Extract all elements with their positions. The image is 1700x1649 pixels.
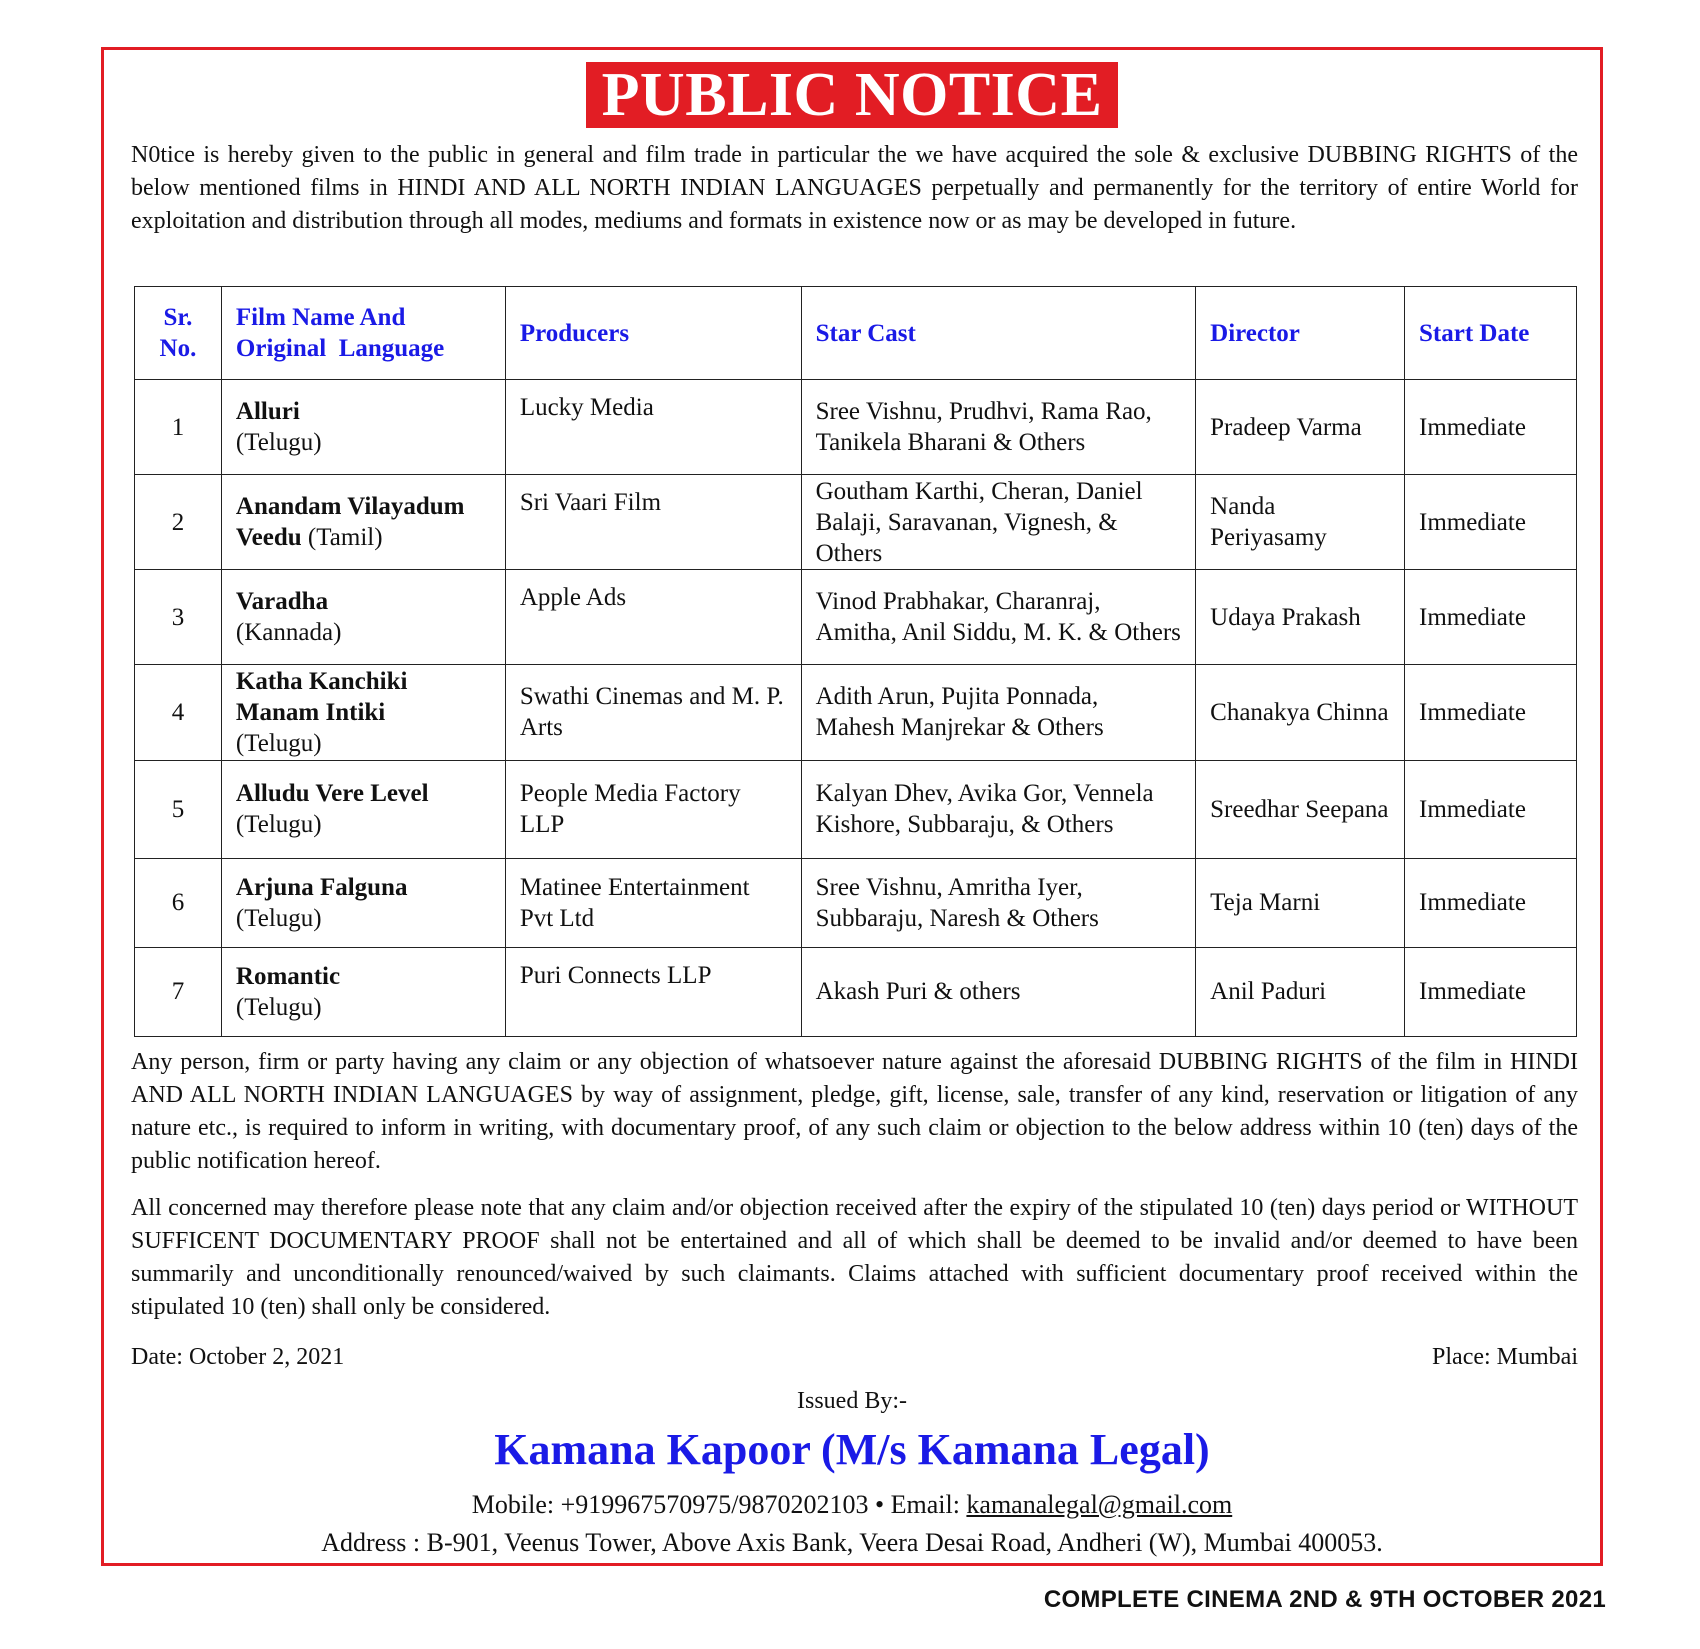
cell-producer: Puri Connects LLP <box>505 947 801 1036</box>
contact-line <box>104 1490 1600 1520</box>
table-row <box>135 665 1577 760</box>
cell-director: Sreedhar Seepana <box>1196 760 1405 858</box>
cell-start: Immediate <box>1405 380 1577 475</box>
header-star-cast: Star Cast <box>801 287 1196 380</box>
cell-sr: 2 <box>135 475 222 570</box>
header-sr: Sr. No. <box>135 287 222 380</box>
cell-cast: Sree Vishnu, Prudhvi, Rama Rao, Tanikela Bharani & Others <box>801 380 1196 475</box>
cell-film: Katha Kanchiki Manam Intiki (Telugu) <box>221 665 505 760</box>
cell-sr: 4 <box>135 665 222 760</box>
cell-cast: Sree Vishnu, Amritha Iyer, Subbaraju, Naresh & Others <box>801 858 1196 947</box>
address-line: Address : B-901, Veenus Tower, Above Axis Bank, Veera Desai Road, Andheri (W), Mumbai 400053. <box>321 1528 1383 1557</box>
cell-film: Romantic (Telugu) <box>221 947 505 1036</box>
cell-cast: Adith Arun, Pujita Ponnada, Mahesh Manjrekar & Others <box>801 665 1196 760</box>
table-row <box>135 947 1577 1036</box>
cell-director: Pradeep Varma <box>1196 380 1405 475</box>
cell-cast: Akash Puri & others <box>801 947 1196 1036</box>
cell-producer: Swathi Cinemas and M. P. Arts <box>505 665 801 760</box>
notice-frame <box>101 47 1603 1566</box>
email-link[interactable]: kamanalegal@gmail.com <box>966 1490 1233 1519</box>
publication-footer: COMPLETE CINEMA 2ND & 9TH OCTOBER 2021 <box>1043 1586 1606 1613</box>
header-producers: Producers <box>505 287 801 380</box>
cell-film: Anandam Vilayadum Veedu (Tamil) <box>221 475 505 570</box>
cell-film: Arjuna Falguna (Telugu) <box>221 858 505 947</box>
cell-start: Immediate <box>1405 475 1577 570</box>
cell-cast: Vinod Prabhakar, Charanraj, Amitha, Anil Siddu, M. K. & Others <box>801 570 1196 665</box>
table-row <box>135 760 1577 858</box>
table-row <box>135 570 1577 665</box>
cell-producer: Sri Vaari Film <box>505 475 801 570</box>
header-start-date: Start Date <box>1405 287 1577 380</box>
cell-start: Immediate <box>1405 760 1577 858</box>
notice-title: PUBLIC NOTICE <box>586 62 1119 128</box>
cell-director: Nanda Periyasamy <box>1196 475 1405 570</box>
cell-sr: 6 <box>135 858 222 947</box>
table-header-row <box>135 287 1577 380</box>
cell-producer: Matinee Entertainment Pvt Ltd <box>505 858 801 947</box>
cell-director: Udaya Prakash <box>1196 570 1405 665</box>
notice-place: Place: Mumbai <box>1432 1344 1578 1370</box>
notice-date: Date: October 2, 2021 <box>131 1344 345 1370</box>
cell-sr: 1 <box>135 380 222 475</box>
concerned-paragraph: All concerned may therefore please note that any claim and/or objection received after the expiry of the stipulated 10 (ten) days period or WITHOUT SUFFICENT DOCUMENTARY PROOF shall not be entertained and all of which shall be deemed to be invalid and/or deemed to have been summarily and unconditionally renounced/waived by such claimants. Claims attached with sufficient documentary proof received within the stipulated 10 (ten) shall only be considered. <box>131 1195 1578 1320</box>
table-row <box>135 380 1577 475</box>
cell-director: Anil Paduri <box>1196 947 1405 1036</box>
cell-producer: People Media Factory LLP <box>505 760 801 858</box>
cell-start: Immediate <box>1405 665 1577 760</box>
cell-start: Immediate <box>1405 947 1577 1036</box>
header-film: Film Name And Original Language <box>221 287 505 380</box>
cell-producer: Lucky Media <box>505 380 801 475</box>
cell-film: Alludu Vere Level (Telugu) <box>221 760 505 858</box>
cell-film: Varadha (Kannada) <box>221 570 505 665</box>
date-place-row <box>131 1344 1578 1371</box>
cell-start: Immediate <box>1405 570 1577 665</box>
table-row <box>135 475 1577 570</box>
contact-mobile: Mobile: +919967570975/9870202103 • Email: <box>471 1490 967 1519</box>
header-director: Director <box>1196 287 1405 380</box>
cell-director: Chanakya Chinna <box>1196 665 1405 760</box>
issuer-name: Kamana Kapoor (M/s Kamana Legal) <box>494 1425 1210 1474</box>
cell-cast: Goutham Karthi, Cheran, Daniel Balaji, Saravanan, Vignesh, & Others <box>801 475 1196 570</box>
intro-paragraph: N0tice is hereby given to the public in general and film trade in particular the we have acquired the sole & exclusive DUBBING RIGHTS of the below mentioned films in HINDI AND ALL NORTH INDIAN LANGUAGES perpetually and permanently for the territory of entire World for exploitation and distribution through all modes, mediums and formats in existence now or as may be developed in future. <box>131 142 1578 234</box>
cell-sr: 5 <box>135 760 222 858</box>
cell-start: Immediate <box>1405 858 1577 947</box>
objection-paragraph: Any person, firm or party having any claim or any objection of whatsoever nature against the aforesaid DUBBING RIGHTS of the film in HINDI AND ALL NORTH INDIAN LANGUAGES by way of assignment, pledge, gift, license, sale, transfer of any kind, reservation or litigation of any nature etc., is required to inform in writing, with documentary proof, of any such claim or objection to the below address within 10 (ten) days of the public notification hereof. <box>131 1049 1578 1174</box>
cell-sr: 3 <box>135 570 222 665</box>
films-table <box>134 286 1577 1037</box>
cell-film: Alluri (Telugu) <box>221 380 505 475</box>
cell-director: Teja Marni <box>1196 858 1405 947</box>
issued-by-label: Issued By:- <box>797 1388 907 1414</box>
cell-cast: Kalyan Dhev, Avika Gor, Vennela Kishore, Subbaraju, & Others <box>801 760 1196 858</box>
table-row <box>135 858 1577 947</box>
cell-producer: Apple Ads <box>505 570 801 665</box>
cell-sr: 7 <box>135 947 222 1036</box>
